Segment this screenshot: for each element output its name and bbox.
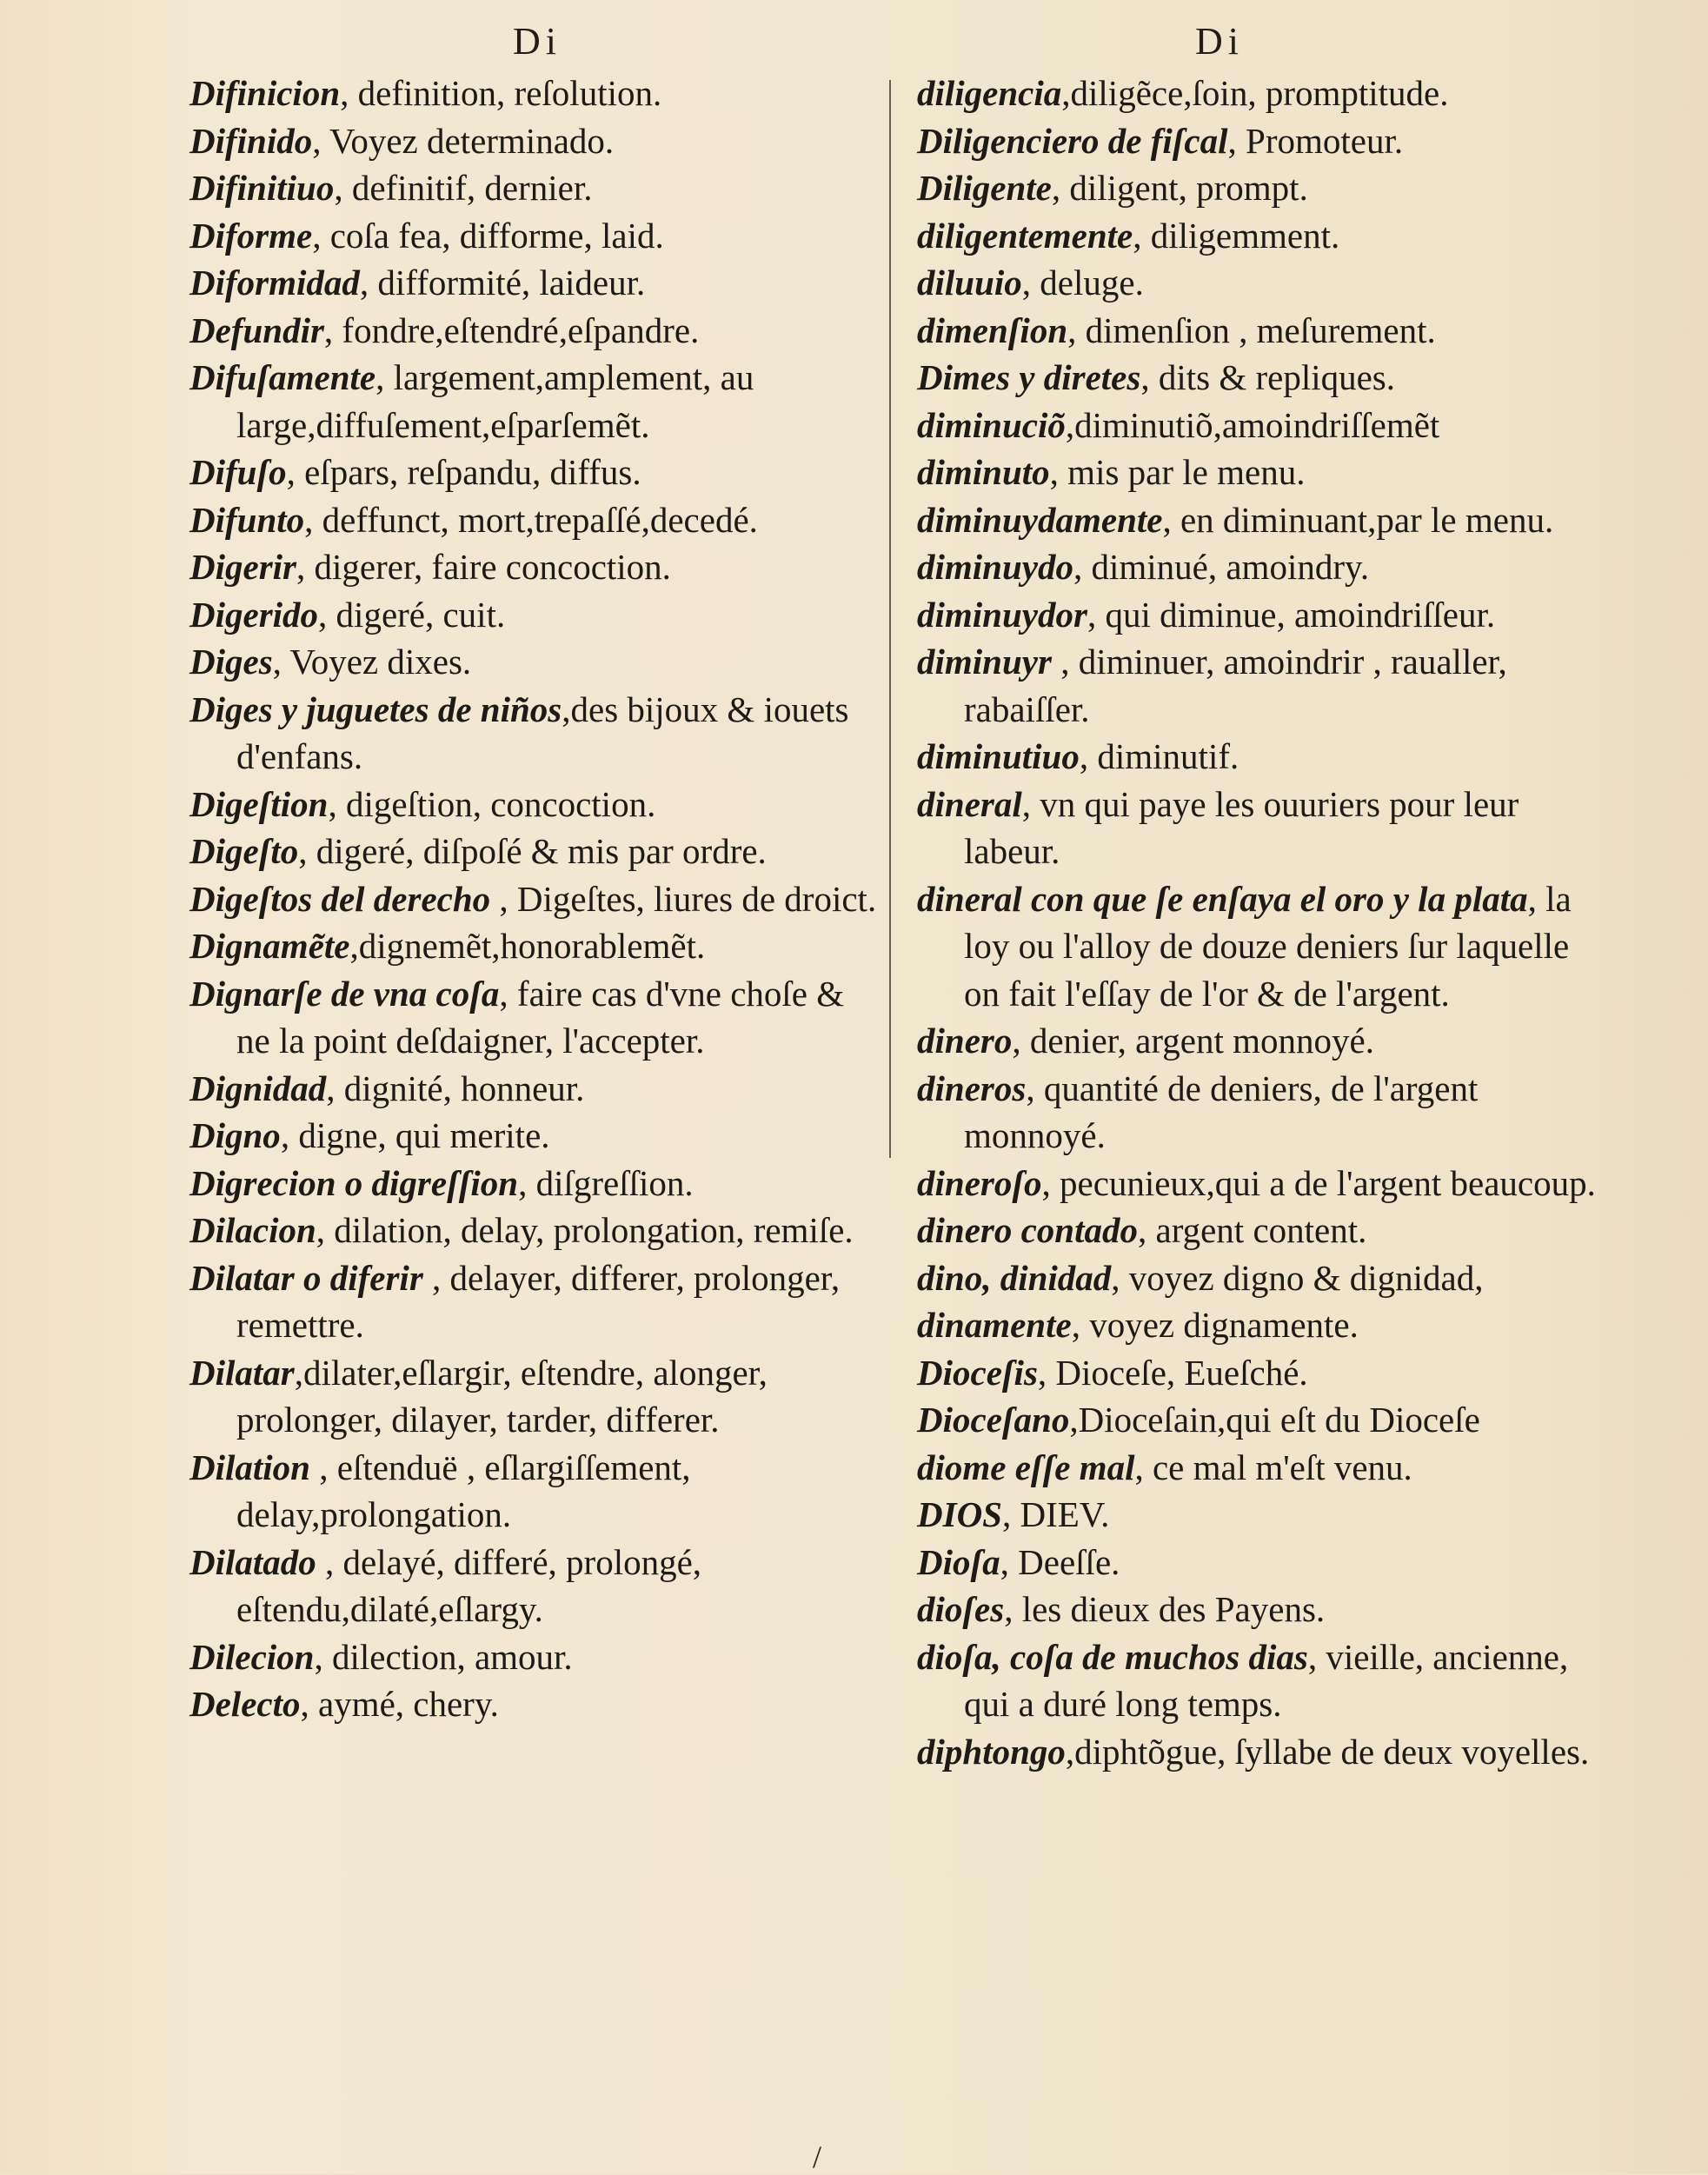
dictionary-entry — [189, 686, 885, 781]
entry-definition: , coſa fea, difforme, laid. — [312, 215, 664, 256]
dictionary-entry — [917, 1017, 1612, 1065]
entry-headword: diligentemente — [917, 215, 1133, 256]
entry-headword: Dilatar o diferir — [189, 1257, 423, 1298]
dictionary-entry — [917, 212, 1612, 260]
entry-headword: Difunto — [189, 499, 305, 540]
entry-headword: Difuſamente — [189, 357, 376, 397]
dictionary-entry — [189, 117, 885, 165]
entry-headword: Dioſa — [917, 1541, 1000, 1582]
entry-definition: , digeré, diſpoſé & mis par ordre. — [298, 831, 767, 871]
entry-definition: , digeré, cuit. — [318, 594, 506, 635]
dictionary-entry — [189, 543, 885, 591]
dictionary-entry — [189, 638, 885, 686]
entry-headword: dinero — [917, 1021, 1013, 1061]
dictionary-entry — [189, 1065, 885, 1113]
entry-headword: Dilatado — [189, 1541, 316, 1582]
dictionary-entry — [189, 1444, 885, 1539]
dictionary-entry — [189, 212, 885, 260]
entry-headword: Dilation — [189, 1447, 310, 1487]
entry-definition: , dits & repliques. — [1140, 357, 1396, 397]
entry-definition: , deluge. — [1021, 263, 1144, 303]
entry-definition: , denier, argent monnoyé. — [1012, 1021, 1374, 1061]
entry-headword: diome eſſe mal — [917, 1447, 1135, 1487]
entry-definition: , diminutif. — [1079, 736, 1239, 776]
entry-definition: , dimenſion , meſurement. — [1067, 309, 1436, 350]
entry-headword: Diligenciero de fiſcal — [917, 120, 1228, 161]
dictionary-entry — [917, 449, 1612, 496]
entry-definition: , definition, reſolution. — [340, 73, 662, 113]
entry-definition: , vn qui paye les ouuriers pour leur labeur. — [964, 783, 1519, 871]
dictionary-entry — [189, 1112, 885, 1160]
entry-headword: Defundir — [189, 309, 324, 350]
entry-headword: Diligente — [917, 168, 1052, 208]
dictionary-entry — [917, 1491, 1612, 1539]
entry-headword: dineroſo — [917, 1162, 1042, 1203]
entry-definition: ,diligẽce,ſoin, promptitude. — [1061, 73, 1449, 113]
dictionary-entry — [917, 496, 1612, 544]
entry-definition: , pecunieux,qui a de l'argent beaucoup. — [1041, 1162, 1596, 1203]
entry-definition: , diligent, prompt. — [1051, 168, 1308, 208]
dictionary-entry — [917, 1349, 1612, 1397]
dictionary-entry — [917, 1207, 1612, 1254]
entry-definition: , deffunct, mort,trepaſſé,decedé. — [304, 499, 758, 540]
dictionary-entry — [189, 875, 885, 923]
dictionary-entry — [917, 638, 1612, 733]
dictionary-entry — [917, 591, 1612, 639]
entry-headword: Digerido — [189, 594, 319, 635]
dictionary-entry — [917, 402, 1612, 449]
dictionary-entry — [917, 1254, 1612, 1302]
dictionary-entry — [189, 828, 885, 875]
entry-headword: Diges y juguetes de niños — [189, 688, 562, 729]
entry-headword: Digeſtos del derecho — [189, 878, 491, 919]
dictionary-entry — [189, 259, 885, 307]
dictionary-entry — [189, 1680, 885, 1728]
entry-definition: , voyez digno & dignidad, — [1111, 1257, 1484, 1298]
dictionary-entry — [917, 354, 1612, 402]
entry-definition: , delayer, differer, prolonger, remettre. — [236, 1257, 841, 1345]
dictionary-entry — [917, 70, 1612, 117]
entry-definition: , eſpars, reſpandu, diffus. — [286, 452, 641, 492]
dictionary-entry — [917, 1065, 1612, 1160]
entry-headword: Difinicion — [189, 73, 341, 113]
entry-headword: Digeſto — [189, 831, 299, 871]
entry-definition: , largement,amplement, au large,diffuſement,eſparſemẽt. — [236, 357, 754, 445]
dictionary-entry — [917, 307, 1612, 355]
dictionary-entry — [189, 1539, 885, 1633]
dictionary-entry — [189, 307, 885, 355]
entry-headword: diphtongo — [917, 1731, 1066, 1772]
page-header-left: Di — [513, 20, 562, 63]
entry-headword: Difuſo — [189, 452, 287, 492]
entry-definition: ,des bijoux & iouets d'enfans. — [236, 688, 849, 776]
entry-definition: , mis par le menu. — [1049, 452, 1306, 492]
dictionary-entry — [917, 259, 1612, 307]
entry-definition: , dilection, amour. — [314, 1636, 573, 1677]
dictionary-entry — [189, 781, 885, 828]
entry-definition: , fondre,eſtendré,eſpandre. — [323, 309, 700, 350]
entry-headword: dineral con que ſe enſaya el oro y la plata — [917, 878, 1528, 919]
entry-definition: , les dieux des Payens. — [1004, 1589, 1326, 1629]
entry-definition: , dignité, honneur. — [326, 1068, 585, 1108]
entry-definition: , argent content. — [1138, 1210, 1367, 1250]
entry-definition: , delayé, differé, prolongé, eſtendu,dilaté,eſlargy. — [236, 1541, 702, 1629]
entry-headword: Dignidad — [189, 1068, 327, 1108]
entry-headword: Dignarſe de vna coſa — [189, 973, 500, 1014]
entry-headword: diminuto — [917, 452, 1050, 492]
entry-definition: , diligemment. — [1133, 215, 1340, 256]
dictionary-entry — [189, 1207, 885, 1254]
entry-definition: ,dignemẽt,honorablemẽt. — [349, 926, 706, 966]
entry-definition: , vieille, ancienne, qui a duré long temps. — [964, 1636, 1569, 1724]
entry-definition: , ce mal m'eſt venu. — [1134, 1447, 1412, 1487]
entry-definition: , Voyez determinado. — [312, 120, 615, 161]
dictionary-entry — [917, 733, 1612, 781]
dictionary-entry — [917, 1586, 1612, 1633]
entry-definition: , diminuer, amoindrir , raualler, rabaiſſer. — [964, 642, 1507, 729]
entry-headword: Digrecion o digreſſion — [189, 1162, 519, 1203]
entry-headword: Dignamẽte — [189, 926, 350, 966]
entry-definition: , diſgreſſion. — [518, 1162, 694, 1203]
entry-definition: , definitif, dernier. — [334, 168, 593, 208]
entry-definition: , DIEV. — [1001, 1494, 1110, 1534]
entry-headword: diminuydor — [917, 594, 1087, 635]
entry-definition: , voyez dignamente. — [1071, 1305, 1359, 1345]
dictionary-entry — [189, 922, 885, 970]
entry-definition: , digne, qui merite. — [280, 1115, 550, 1155]
entry-headword: Diforme — [189, 215, 313, 256]
entry-headword: Digno — [189, 1115, 281, 1155]
dictionary-entry — [189, 1633, 885, 1681]
entry-headword: dioſa, coſa de muchos dias — [917, 1636, 1308, 1677]
entry-definition: , eſtenduë , eſlargiſſement, delay,prolongation. — [236, 1447, 691, 1534]
dictionary-entry — [917, 164, 1612, 212]
entry-definition: , Deeſſe. — [1000, 1541, 1120, 1582]
entry-definition: , quantité de deniers, de l'argent monnoyé. — [964, 1068, 1479, 1155]
entry-headword: dinero contado — [917, 1210, 1138, 1250]
dictionary-entry — [917, 543, 1612, 591]
dictionary-entry — [189, 449, 885, 496]
entry-definition: , digeſtion, concoction. — [328, 783, 656, 824]
entry-definition: , faire cas d'vne choſe & ne la point deſdaigner, l'accepter. — [236, 973, 845, 1061]
entry-headword: diminuydamente — [917, 499, 1163, 540]
entry-headword: Digerir — [189, 547, 296, 587]
dictionary-entry — [917, 1444, 1612, 1492]
entry-headword: Dilecion — [189, 1636, 315, 1677]
entry-definition: ,dilater,eſlargir, eſtendre, alonger, prolonger, dilayer, tarder, differer. — [236, 1352, 768, 1440]
entry-definition: , Digeſtes, liures de droict. — [490, 878, 877, 919]
dictionary-entry — [917, 1160, 1612, 1207]
left-column — [189, 70, 885, 1728]
entry-headword: dineros — [917, 1068, 1027, 1108]
entry-definition: , difformité, laideur. — [359, 263, 646, 303]
entry-headword: Dilatar — [189, 1352, 295, 1393]
entry-headword: Dioceſis — [917, 1352, 1038, 1393]
dictionary-entry — [189, 1254, 885, 1349]
dictionary-entry — [917, 1396, 1612, 1444]
entry-headword: dioſes — [917, 1589, 1005, 1629]
entry-definition: , dilation, delay, prolongation, remiſe. — [316, 1210, 854, 1250]
entry-headword: diminuydo — [917, 547, 1073, 587]
entry-headword: Dimes y diretes — [917, 357, 1141, 397]
entry-definition: , Dioceſe, Eueſché. — [1037, 1352, 1308, 1393]
dictionary-entry — [189, 354, 885, 449]
entry-definition: , aymé, chery. — [300, 1684, 499, 1724]
entry-definition: , digerer, faire concoction. — [296, 547, 671, 587]
dictionary-entry — [917, 781, 1612, 875]
dictionary-entry — [189, 70, 885, 117]
dictionary-entry — [917, 875, 1612, 1018]
dictionary-entry — [189, 591, 885, 639]
entry-headword: Dilacion — [189, 1210, 316, 1250]
entry-definition: , Promoteur. — [1227, 120, 1404, 161]
entry-definition: , diminué, amoindry. — [1073, 547, 1370, 587]
dictionary-entry — [917, 1728, 1612, 1776]
dictionary-entry — [189, 970, 885, 1065]
dictionary-entry — [917, 1301, 1612, 1349]
entry-headword: Diges — [189, 642, 273, 682]
entry-headword: dino, dinidad — [917, 1257, 1112, 1298]
entry-definition: ,diminutiõ,amoindriſſemẽt — [1065, 404, 1440, 445]
column-divider — [889, 80, 891, 1158]
dictionary-entry — [189, 164, 885, 212]
entry-headword: Difinitiuo — [189, 168, 335, 208]
page-header-right: Di — [1195, 20, 1244, 63]
dictionary-entry — [189, 1349, 885, 1444]
entry-headword: Delecto — [189, 1684, 301, 1724]
entry-headword: dinamente — [917, 1305, 1072, 1345]
entry-headword: diligencia — [917, 73, 1062, 113]
dictionary-entry — [917, 117, 1612, 165]
dictionary-entry — [189, 1160, 885, 1207]
entry-headword: Diformidad — [189, 263, 360, 303]
entry-headword: diluuio — [917, 263, 1022, 303]
entry-headword: Digeſtion — [189, 783, 329, 824]
dictionary-entry — [917, 1539, 1612, 1586]
entry-headword: diminutiuo — [917, 736, 1080, 776]
entry-headword: DIOS — [917, 1494, 1002, 1534]
entry-definition: ,diphtõgue, ſyllabe de deux voyelles. — [1065, 1731, 1590, 1772]
entry-definition: ,Dioceſain,qui eſt du Dioceſe — [1069, 1400, 1480, 1440]
entry-definition: , Voyez dixes. — [272, 642, 472, 682]
entry-headword: diminuyr — [917, 642, 1052, 682]
entry-headword: Difinido — [189, 120, 313, 161]
entry-definition: , en diminuant,par le menu. — [1162, 499, 1554, 540]
right-column — [917, 70, 1612, 1775]
entry-definition: , qui diminue, amoindriſſeur. — [1087, 594, 1496, 635]
dictionary-entry — [917, 1633, 1612, 1728]
entry-headword: dimenſion — [917, 309, 1068, 350]
entry-headword: dineral — [917, 783, 1022, 824]
dictionary-entry — [189, 496, 885, 544]
entry-definition: , la loy ou l'alloy de douze deniers ſur laquelle on fait l'eſſay de l'or & de l'argent. — [964, 878, 1572, 1014]
page-mark: / — [813, 2139, 822, 2174]
entry-headword: Dioceſano — [917, 1400, 1070, 1440]
entry-headword: diminuciõ — [917, 404, 1066, 445]
